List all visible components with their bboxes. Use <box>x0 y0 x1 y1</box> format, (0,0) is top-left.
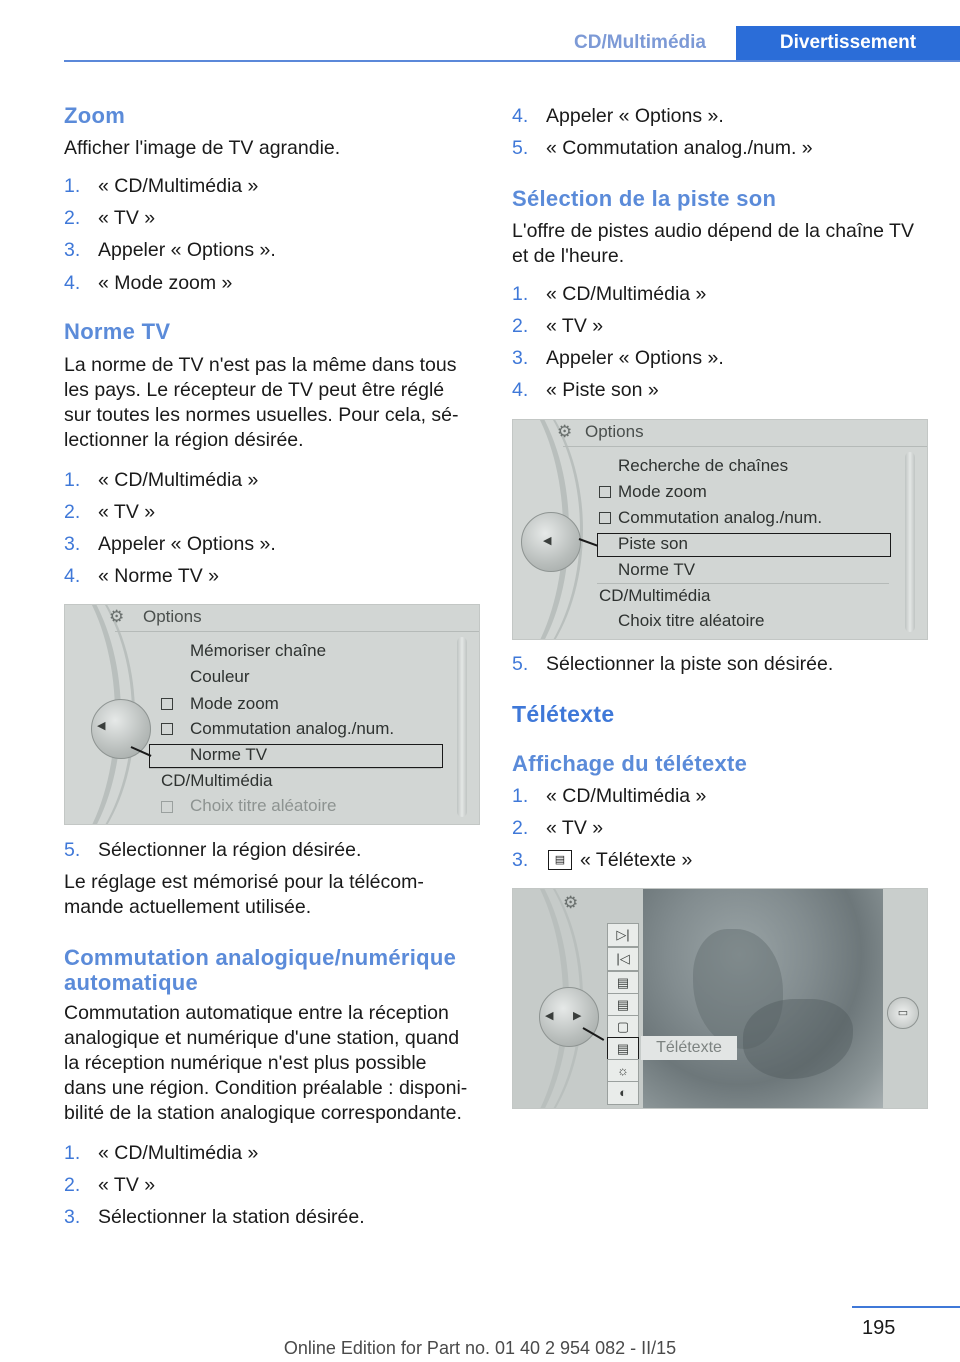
menu-item[interactable]: Mode zoom <box>190 694 279 713</box>
teletexte-heading: Télétexte <box>512 701 615 727</box>
header-tab-divertissement[interactable]: Divertissement <box>736 26 960 60</box>
menu-item-selected[interactable]: Piste son <box>618 534 688 553</box>
piste-intro-1: L'offre de pistes audio dépend de la chaîne TV <box>512 220 914 242</box>
piste-heading: Sélection de la piste son <box>512 186 777 211</box>
options-icon: ⚙ <box>109 607 125 626</box>
teletexte-subheading: Affichage du télétexte <box>512 751 748 776</box>
teletext-tooltip: Télétexte <box>641 1036 737 1060</box>
teletexte-screen <box>512 888 928 1109</box>
arrow-left-icon: ◀ <box>543 535 552 547</box>
teletext-icon[interactable]: ▤ <box>607 1037 639 1061</box>
checkbox[interactable] <box>599 486 611 498</box>
piste-intro-2: et de l'heure. <box>512 245 625 267</box>
menu-item[interactable]: Recherche de chaînes <box>618 456 789 475</box>
screen-title: Options <box>143 607 202 626</box>
prev-page-icon[interactable]: |◁ <box>607 947 639 971</box>
menu-section[interactable]: CD/Multimédia <box>161 771 273 790</box>
norme-intro-3: sur toutes les normes usuelles. Pour cela, sé‐ <box>64 404 459 426</box>
menu-item[interactable]: Commutation analog./num. <box>618 508 823 527</box>
piste-son-screen <box>512 419 928 640</box>
footer-rule <box>852 1306 960 1308</box>
header-rule <box>64 60 960 62</box>
menu-item[interactable]: Norme TV <box>618 560 696 579</box>
menu-section[interactable]: CD/Multimédia <box>599 586 711 605</box>
scrollbar[interactable] <box>457 637 467 817</box>
screen-separator <box>563 446 927 447</box>
arrow-left-icon: ◀ <box>545 1010 554 1022</box>
menu-item-selected[interactable]: Norme TV <box>190 745 268 764</box>
brightness-icon[interactable]: ☼ <box>607 1059 639 1083</box>
commut-intro-3: la réception numérique n'est plus possible <box>64 1052 427 1074</box>
teletext-page-icon[interactable]: ▤ <box>607 971 639 995</box>
norme-intro-4: lectionner la région désirée. <box>64 429 304 451</box>
footer-edition: Online Edition for Part no. 01 40 2 954 082 - II/15 <box>283 1338 677 1358</box>
norme-tv-screen <box>64 604 480 825</box>
menu-item[interactable]: Mémoriser chaîne <box>190 641 327 660</box>
options-icon: ⚙ <box>563 893 579 912</box>
norme-heading: Norme TV <box>64 319 171 344</box>
menu-item[interactable]: Couleur <box>190 667 250 686</box>
commut-heading-2: automatique <box>64 970 199 995</box>
menu-item[interactable]: Mode zoom <box>618 482 707 501</box>
aspect-ratio-icon[interactable]: ▭ <box>887 997 919 1029</box>
menu-item[interactable]: Commutation analog./num. <box>190 719 395 738</box>
norme-after-2: mande actuellement utilisée. <box>64 896 312 918</box>
page-number: 195 <box>862 1317 896 1339</box>
norme-intro-1: La norme de TV n'est pas la même dans tous <box>64 354 457 376</box>
next-page-icon[interactable]: ▷| <box>607 923 639 947</box>
screen-title: Options <box>585 422 644 441</box>
options-icon: ⚙ <box>557 422 573 441</box>
menu-item[interactable]: Choix titre aléatoire <box>190 796 337 815</box>
norme-after-1: Le réglage est mémorisé pour la télécom‐ <box>64 871 424 893</box>
norme-intro-2: les pays. Le récepteur de TV peut être réglé <box>64 379 445 401</box>
commut-intro-4: dans une région. Condition préalable : disponi‐ <box>64 1077 468 1099</box>
screen-separator <box>597 583 889 584</box>
zoom-intro: Afficher l'image de TV agrandie. <box>64 137 341 159</box>
teletext-mix-icon[interactable]: ▢ <box>607 1015 639 1039</box>
screen-separator <box>149 768 441 769</box>
commut-intro-1: Commutation automatique entre la réception <box>64 1002 449 1024</box>
arrow-right-icon: ▶ <box>573 1010 582 1022</box>
menu-item[interactable]: Choix titre aléatoire <box>618 611 765 630</box>
checkbox[interactable] <box>161 723 173 735</box>
scrollbar[interactable] <box>905 452 915 632</box>
arrow-left-icon: ◀ <box>97 720 106 732</box>
checkbox[interactable] <box>161 801 173 813</box>
header-tab-cd-multimedia[interactable]: CD/Multimédia <box>574 32 706 53</box>
contrast-icon[interactable]: ◐ <box>607 1081 639 1105</box>
screen-separator <box>115 631 479 632</box>
zoom-heading: Zoom <box>64 103 126 128</box>
checkbox[interactable] <box>599 512 611 524</box>
checkbox[interactable] <box>161 698 173 710</box>
teletext-sub-icon[interactable]: ▤ <box>607 993 639 1017</box>
teletext-icon: ▤ <box>548 850 572 870</box>
commut-heading-1: Commutation analogique/numérique <box>64 945 457 970</box>
commut-intro-5: bilité de la station analogique correspondante. <box>64 1102 462 1124</box>
commut-intro-2: analogique et numérique d'une station, quand <box>64 1027 460 1049</box>
